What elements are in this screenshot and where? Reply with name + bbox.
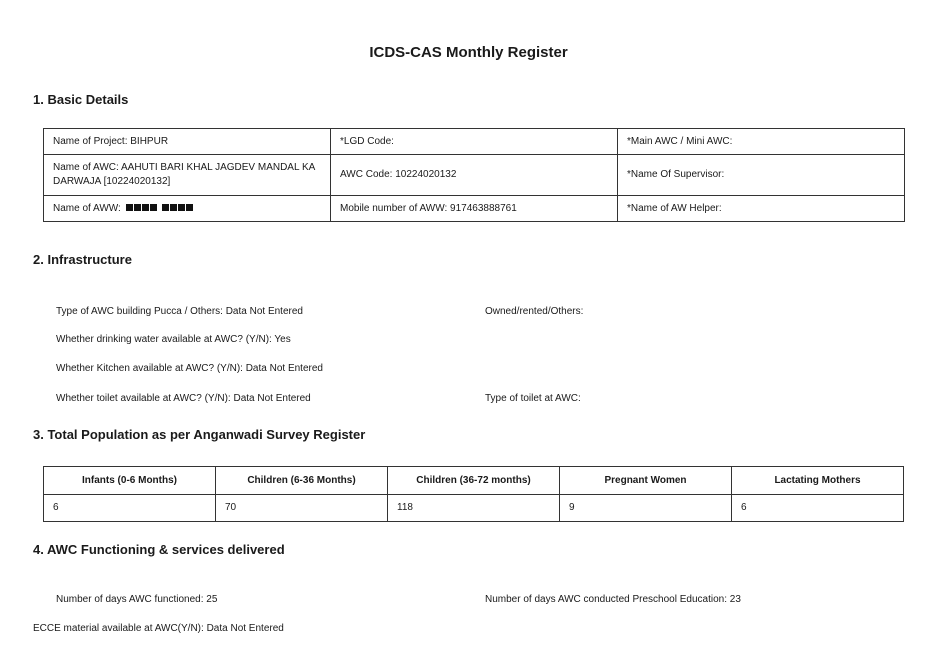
toilet-line: Whether toilet available at AWC? (Y/N): Data Not Entered — [56, 393, 311, 404]
basic-details-table — [43, 128, 905, 222]
section-heading-basic-details: 1. Basic Details — [33, 92, 129, 107]
page-title: ICDS-CAS Monthly Register — [369, 44, 568, 61]
aww-name-cell — [44, 196, 331, 222]
section-heading-infrastructure: 2. Infrastructure — [33, 252, 132, 267]
value-infants: 6 — [44, 495, 216, 522]
value-children-36-72: 118 — [388, 495, 560, 522]
ownership-line: Owned/rented/Others: — [485, 306, 584, 317]
header-pregnant-women: Pregnant Women — [560, 467, 732, 495]
preschool-days-line: Number of days AWC conducted Preschool Education: 23 — [485, 594, 741, 605]
days-functioned-line: Number of days AWC functioned: 25 — [56, 594, 218, 605]
lgd-code-cell: *LGD Code: — [331, 129, 618, 155]
value-pregnant-women: 9 — [560, 495, 732, 522]
header-infants: Infants (0-6 Months) — [44, 467, 216, 495]
aww-mobile-cell: Mobile number of AWW: 917463888761 — [331, 196, 618, 222]
building-type-line: Type of AWC building Pucca / Others: Data Not Entered — [56, 306, 303, 317]
header-lactating-mothers: Lactating Mothers — [732, 467, 904, 495]
ecce-material-line: ECCE material available at AWC(Y/N): Data Not Entered — [33, 623, 284, 634]
drinking-water-line: Whether drinking water available at AWC? (Y/N): Yes — [56, 334, 291, 345]
section-heading-functioning: 4. AWC Functioning & services delivered — [33, 542, 285, 557]
toilet-type-line: Type of toilet at AWC: — [485, 393, 581, 404]
population-value-row — [44, 495, 904, 522]
awc-name-cell: Name of AWC: AAHUTI BARI KHAL JAGDEV MANDAL KA DARWAJA [10224020132] — [44, 155, 331, 196]
header-children-6-36: Children (6-36 Months) — [216, 467, 388, 495]
supervisor-cell: *Name Of Supervisor: — [618, 155, 905, 196]
project-name-cell: Name of Project: BIHPUR — [44, 129, 331, 155]
population-table — [43, 466, 904, 522]
kitchen-line: Whether Kitchen available at AWC? (Y/N): Data Not Entered — [56, 363, 323, 374]
value-lactating-mothers: 6 — [732, 495, 904, 522]
awc-code-cell: AWC Code: 10224020132 — [331, 155, 618, 196]
redacted-name-block — [162, 204, 194, 211]
main-mini-awc-cell: *Main AWC / Mini AWC: — [618, 129, 905, 155]
section-heading-population: 3. Total Population as per Anganwadi Survey Register — [33, 427, 366, 442]
population-header-row — [44, 467, 904, 495]
aww-name-label: Name of AWW: — [53, 202, 121, 214]
value-children-6-36: 70 — [216, 495, 388, 522]
aw-helper-cell: *Name of AW Helper: — [618, 196, 905, 222]
redacted-name-block — [126, 204, 158, 211]
header-children-36-72: Children (36-72 months) — [388, 467, 560, 495]
